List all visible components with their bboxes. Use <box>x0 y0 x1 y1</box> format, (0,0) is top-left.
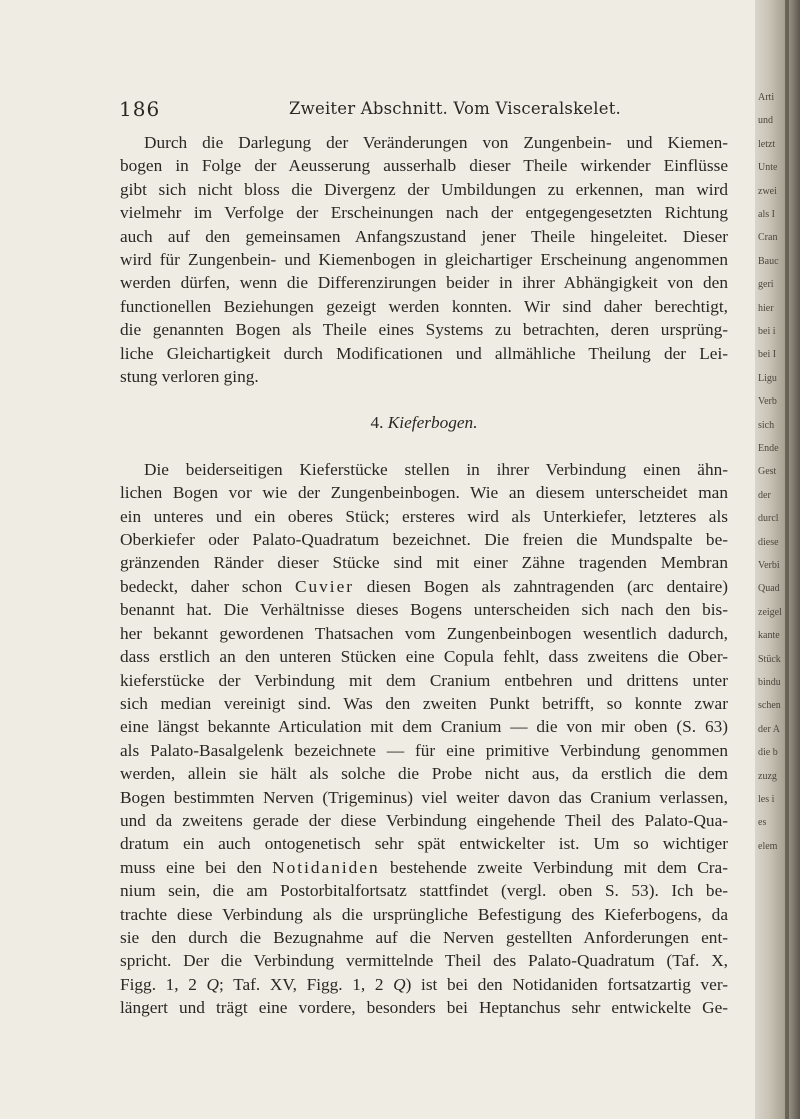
text-run: diesen Bogen als zahntragenden (arc dentaire) <box>354 576 728 596</box>
text-line: bogen in Folge der Aeusserung ausserhalb dieser Theile wirkender Einflüsse <box>120 156 728 176</box>
facing-page-fragment: bindu <box>758 677 781 688</box>
text-line: trachte diese Verbindung als die ursprüngliche Befestigung des Kieferbogens, da <box>120 904 728 924</box>
facing-page-fragment: Verb <box>758 396 777 408</box>
facing-page-fragment: sich <box>758 419 775 431</box>
text-line: her bekannt gewordenen Thatsachen vom Zungenbeinbogen wesentlich dadurch, <box>120 623 728 643</box>
text-run: bestehende zweite Verbindung mit dem Cra- <box>379 857 728 877</box>
facing-page-fragment: geri <box>758 279 774 291</box>
text-line: eine längst bekannte Articulation mit dem Cranium — die von mir oben (S. 63) <box>120 717 728 737</box>
text-run: Figg. 1, 2 <box>120 974 207 994</box>
text-line: kieferstücke der Verbindung mit dem Cranium entbehren und drittens unter <box>120 670 728 690</box>
text-line <box>120 575 728 598</box>
text-line: Durch die Darlegung der Veränderungen von Zungenbein- und Kiemen- <box>144 133 728 152</box>
text-line: werden, allein sie hält als solche die Probe nicht aus, da erstlich die dem <box>120 764 728 784</box>
taxon-name: Notidaniden <box>272 857 380 877</box>
text-line: benannt hat. Die Verhältnisse dieses Bogens unterscheiden sich nach den bis- <box>120 600 728 620</box>
author-name: Cuvier <box>295 576 355 596</box>
facing-page-fragment: der <box>758 489 771 501</box>
text-line: gibt sich nicht bloss die Divergenz der Umbildungen zu erkennen, man wird <box>120 179 728 199</box>
facing-page-fragment: zwei <box>758 185 777 197</box>
text-line: wird für Zungenbein- und Kiemenbogen in gleichartiger Erscheinung angenommen <box>120 250 728 270</box>
facing-page-fragment: Ligu <box>758 372 777 384</box>
text-line: als Palato-Basalgelenk bezeichnete — für eine primitive Verbindung genommen <box>120 740 728 760</box>
section-heading <box>120 411 728 434</box>
text-line: Oberkiefer oder Palato-Quadratum bezeichnet. Die freien die Mundspalte be- <box>120 530 728 550</box>
facing-page-fragment: Unte <box>758 162 778 174</box>
facing-page-fragment: les i <box>758 794 775 805</box>
text-line <box>120 856 728 879</box>
text-run: ; Taf. XV, Figg. 1, 2 <box>219 974 394 994</box>
facing-page-fragment: Ende <box>758 443 779 454</box>
facing-page-fragment: der A <box>758 723 780 735</box>
facing-page-fragment: schen <box>758 700 781 712</box>
facing-page-fragment: als I <box>758 209 775 220</box>
text-run: muss eine bei den <box>120 857 273 877</box>
facing-page-fragment: durcl <box>758 513 779 525</box>
facing-page-fragment: zuzg <box>758 770 777 782</box>
facing-page-fragment: es <box>758 817 767 829</box>
page-number: 186 <box>119 97 161 121</box>
facing-page-fragment: Bauc <box>758 255 779 267</box>
text-line <box>120 973 728 996</box>
section-title: Kieferbogen. <box>387 413 478 433</box>
text-line: functionellen Beziehungen gezeigt werden konnten. Wir sind daher berechtigt, <box>120 296 728 316</box>
facing-page-fragment: elem <box>758 840 778 852</box>
text-line: Die beiderseitigen Kieferstücke stellen in ihrer Verbindung einen ähn- <box>144 459 728 479</box>
facing-page-fragment: Cran <box>758 232 778 244</box>
facing-page-fragment: bei I <box>758 349 777 361</box>
facing-page-fragment: diese <box>758 536 779 548</box>
facing-page-fragment: zeigel <box>758 606 782 618</box>
text-line: die genannten Bogen als Theile eines Systems zu betrachten, deren ursprüng- <box>120 320 728 340</box>
text-run: ) ist bei den Notidaniden fortsatzartig ver- <box>405 974 729 994</box>
text-line: spricht. Der die Verbindung vermittelnde Theil des Palato-Quadratum (Taf. X, <box>120 951 728 971</box>
text-line: sie den durch die Bezugnahme auf die Nerven gestellten Anforderungen ent- <box>120 927 728 947</box>
paragraph-2 <box>120 458 728 1020</box>
facing-page-fragment: letzt <box>758 138 776 150</box>
text-line: ein unteres und ein oberes Stück; ersteres wird als Unterkiefer, letzteres als <box>120 506 728 526</box>
facing-page-fragment: Arti <box>758 92 775 103</box>
text-line: und da zweitens gerade der diese Verbindung eingehende Theil des Palato-Qua- <box>120 810 728 830</box>
text-line: dratum ein auch ontogenetisch sehr spät entwickelter ist. Um so wichtiger <box>120 834 728 854</box>
text-line: liche Gleichartigkeit durch Modificationen und allmähliche Theilung der Lei- <box>120 343 728 363</box>
text-line: vielmehr im Verfolge der Erscheinungen nach der entgegengesetzten Richtung <box>120 203 728 223</box>
text-line: dass erstlich an den unteren Stücken eine Copula fehlt, dass zweitens die Ober- <box>120 647 728 667</box>
body-text <box>120 131 728 1020</box>
facing-page-fragment: Verbi <box>758 560 780 571</box>
facing-page-fragment: hier <box>758 302 774 314</box>
text-line: auch auf den gemeinsamen Anfangszustand jener Theile hingeleitet. Dieser <box>120 226 728 246</box>
text-line: sich median vereinigt sind. Was den zweiten Punkt betrifft, so konnte zwar <box>120 693 728 713</box>
text-line: Bogen bestimmten Nerven (Trigeminus) viel weiter davon das Cranium verlassen, <box>120 787 728 807</box>
facing-page-fragment: kante <box>758 630 780 642</box>
facing-page-fragment: die b <box>758 747 778 759</box>
paragraph-1 <box>120 131 728 388</box>
text-line: stung verloren ging. <box>120 367 259 387</box>
facing-page-fragment: Stück <box>758 653 781 665</box>
facing-page-fragment: und <box>758 115 773 127</box>
page-header <box>119 97 729 123</box>
text-line: werden dürfen, wenn die Differenzirungen beider in ihrer Abhängigkeit von den <box>120 273 728 293</box>
text-run: bedeckt, daher schon <box>120 576 295 596</box>
facing-page-fragment: Quad <box>758 583 780 595</box>
text-line: längert und trägt eine vordere, besonders bei Heptanchus sehr entwickelte Ge- <box>120 998 728 1018</box>
facing-page-fragment: bei i <box>758 326 776 337</box>
text-line: gränzenden Ränder dieser Stücke sind mit einer Zähne tragenden Membran <box>120 553 728 573</box>
running-head: Zweiter Abschnitt. Vom Visceralskelet. <box>289 99 621 118</box>
figure-label: Q <box>206 974 220 994</box>
section-number: 4. <box>370 413 384 433</box>
facing-page-fragment: Gest <box>758 466 777 478</box>
text-line: lichen Bogen vor wie der Zungenbeinbogen. Wie an diesem unterscheidet man <box>120 483 728 503</box>
figure-label: Q <box>393 974 406 994</box>
text-line: nium sein, die am Postorbitalfortsatz stattfindet (vergl. oben S. 53). Ich be- <box>120 881 728 901</box>
